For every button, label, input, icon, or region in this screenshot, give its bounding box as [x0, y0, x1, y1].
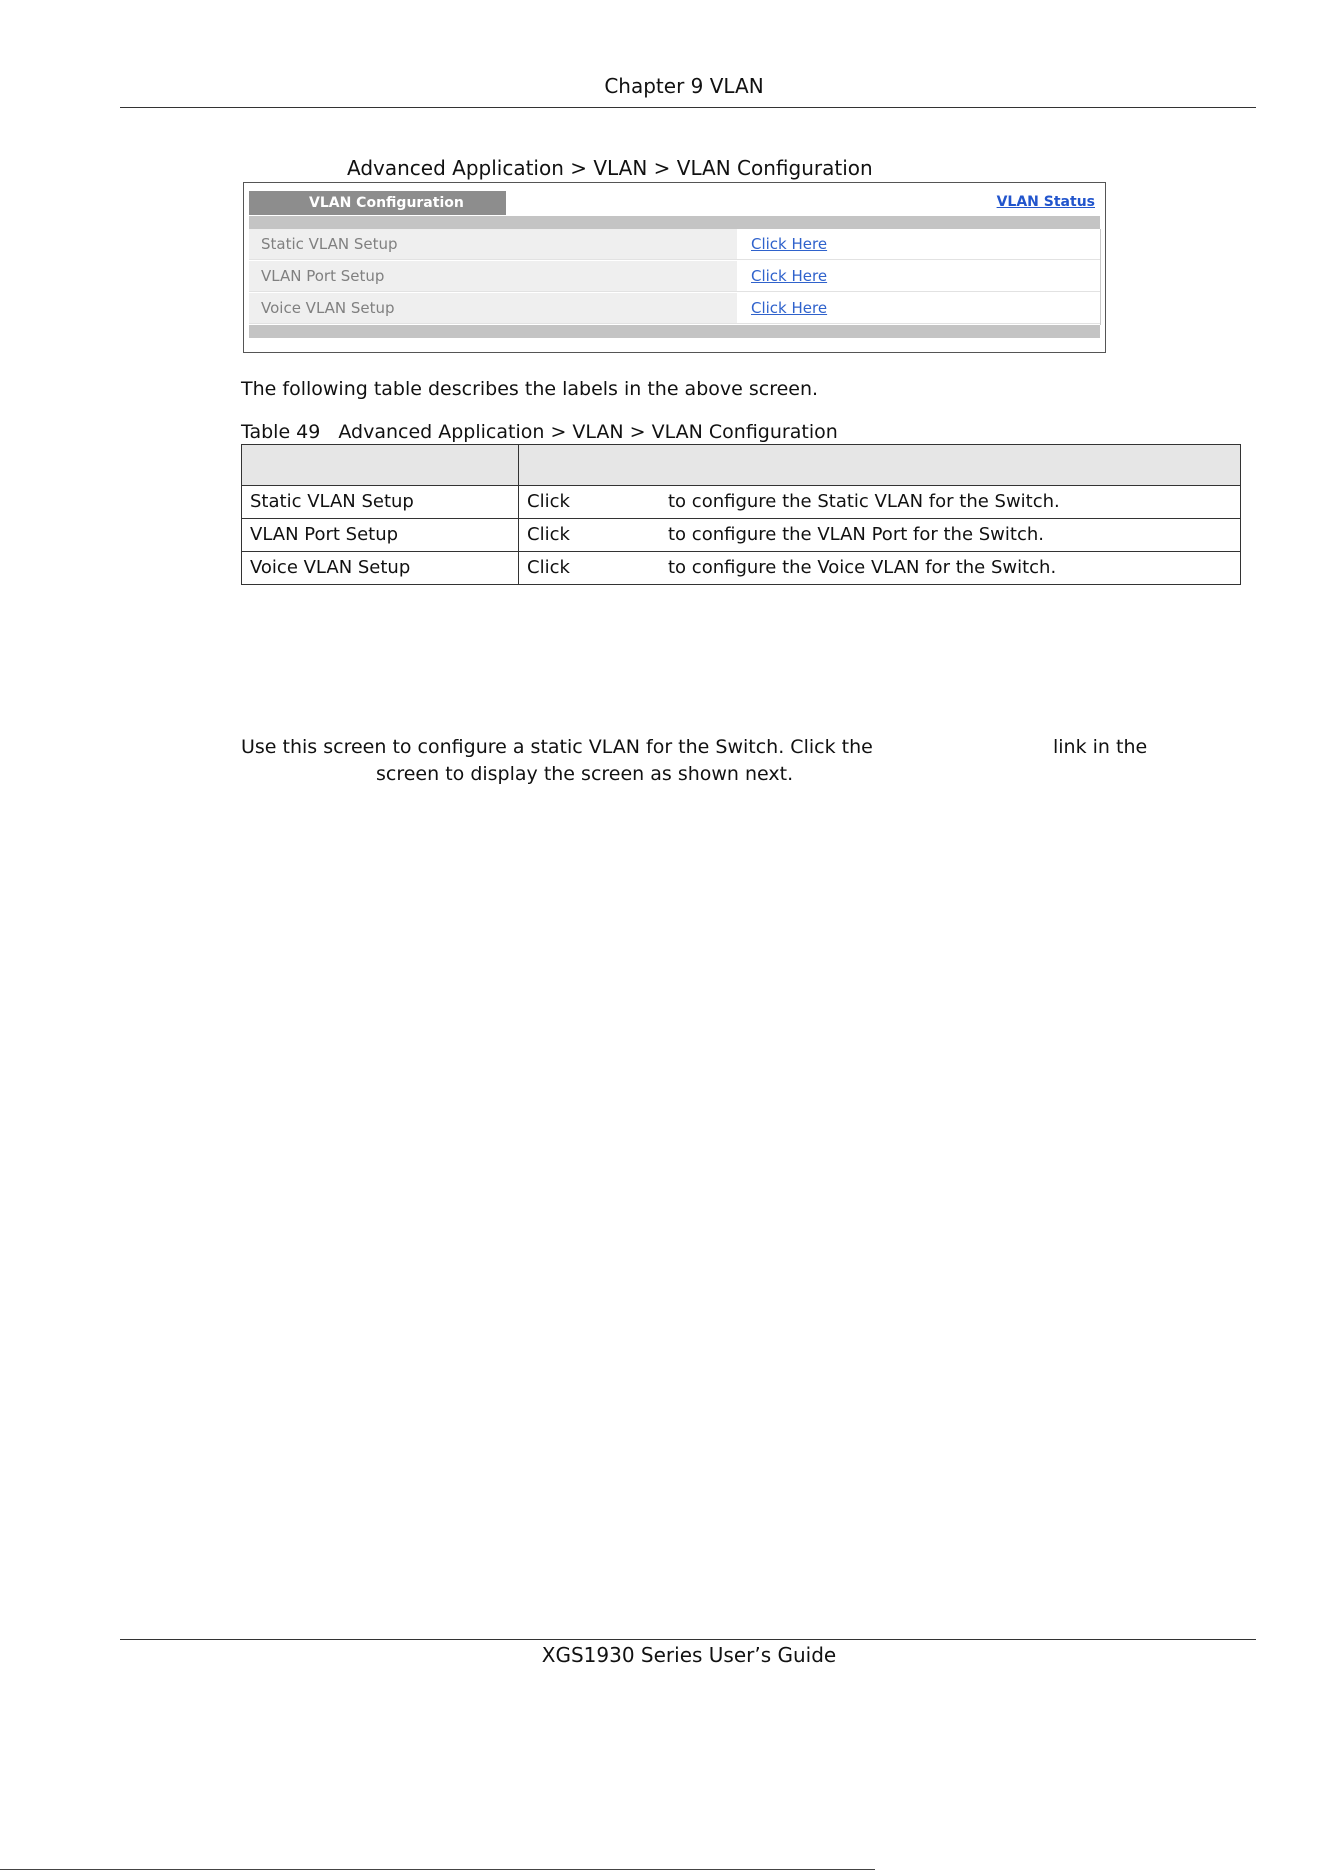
paragraph-line1-start: Use this screen to configure a static VLAN for the Switch. Click the	[241, 736, 873, 758]
table-cell-label: Voice VLAN Setup	[242, 552, 519, 585]
vlan-port-click-here-link[interactable]: Click Here	[751, 267, 828, 285]
click-word: Click	[527, 524, 570, 545]
footer-divider	[120, 1639, 1256, 1640]
figure-caption: Advanced Application > VLAN > VLAN Configuration	[347, 156, 873, 180]
voice-vlan-click-here-link[interactable]: Click Here	[751, 299, 828, 317]
panel-footer-bar	[249, 325, 1100, 338]
description-text: to configure the Static VLAN for the Switch.	[668, 491, 1060, 512]
table-cell-label: Static VLAN Setup	[242, 486, 519, 519]
panel-row-static-vlan	[249, 229, 1100, 260]
panel-tab	[249, 191, 506, 215]
vlan-status-link[interactable]: VLAN Status	[996, 194, 1095, 210]
description-table	[241, 444, 1241, 585]
vlan-configuration-panel	[243, 182, 1106, 353]
description-text: to configure the Voice VLAN for the Switch.	[668, 557, 1057, 578]
table-cell-description	[519, 486, 1241, 519]
table-caption-title: Advanced Application > VLAN > VLAN Configuration	[338, 421, 838, 443]
table-header-row	[242, 445, 1241, 486]
intro-text: The following table describes the labels in the above screen.	[241, 378, 819, 400]
table-caption	[241, 420, 838, 444]
table-row	[242, 519, 1241, 552]
click-word: Click	[527, 557, 570, 578]
table-header-label	[242, 445, 519, 486]
paragraph-line2: screen to display the screen as shown next.	[376, 763, 794, 785]
panel-row-label: Voice VLAN Setup	[249, 293, 739, 323]
panel-row-label: VLAN Port Setup	[249, 261, 739, 291]
static-vlan-click-here-link[interactable]: Click Here	[751, 235, 828, 253]
panel-tab-label: VLAN Configuration	[309, 195, 464, 211]
click-word: Click	[527, 491, 570, 512]
page-bottom-edge	[0, 1869, 875, 1870]
paragraph-line1-end: link in the	[1053, 736, 1148, 758]
panel-row-voice-vlan	[249, 293, 1100, 324]
chapter-title: Chapter 9 VLAN	[604, 74, 764, 98]
panel-row-label: Static VLAN Setup	[249, 229, 739, 259]
description-text: to configure the VLAN Port for the Switch.	[668, 524, 1044, 545]
table-cell-description	[519, 519, 1241, 552]
table-caption-number: Table 49	[241, 421, 321, 443]
table-cell-label: VLAN Port Setup	[242, 519, 519, 552]
panel-header-bar	[249, 216, 1100, 229]
guide-title: XGS1930 Series User’s Guide	[541, 1643, 837, 1667]
panel-body	[249, 229, 1101, 325]
table-row	[242, 552, 1241, 585]
header-divider	[120, 107, 1256, 108]
panel-row-vlan-port	[249, 261, 1100, 292]
table-row	[242, 486, 1241, 519]
table-cell-description	[519, 552, 1241, 585]
table-header-description	[519, 445, 1241, 486]
